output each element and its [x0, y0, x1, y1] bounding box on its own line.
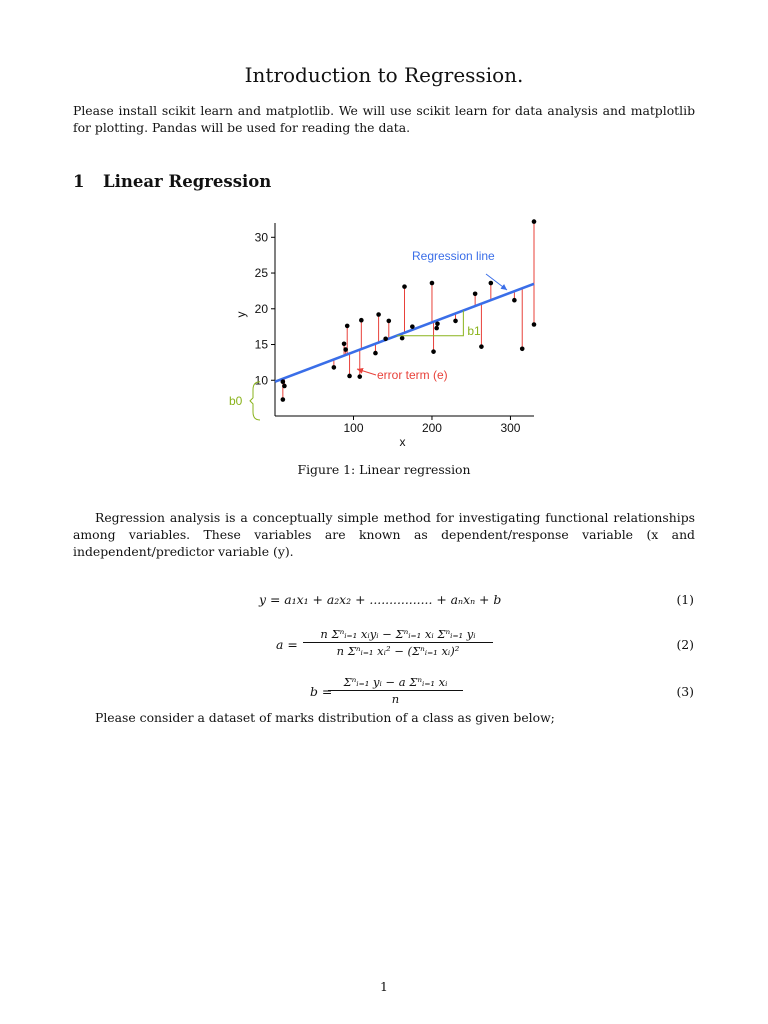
data-point: [431, 349, 436, 354]
x-axis-label: x: [399, 435, 406, 449]
figure-caption: Figure 1: Linear regression: [297, 462, 471, 477]
y-axis-label: y: [234, 311, 248, 318]
intro-paragraph: Please install scikit learn and matplotlib. We will use scikit learn for data analysis and matplotlib for plotting. Pandas will be used for reading the data.: [73, 103, 695, 135]
data-point: [343, 347, 348, 352]
data-point: [453, 319, 458, 324]
y-tick-label: 20: [254, 301, 268, 316]
equation-2-lhs: a =: [276, 637, 298, 652]
data-point: [347, 374, 352, 379]
equation-3-denominator: n: [391, 692, 400, 706]
y-tick-label: 10: [254, 373, 268, 388]
regression-paragraph: Regression analysis is a conceptually simple method for investigating functional relationships among variables. These variables are known as dependent/response variable (x and independent/predictor variable (y).: [73, 510, 695, 559]
intercept-label: b0: [229, 393, 243, 408]
regression-figure: [220, 218, 550, 458]
data-point: [402, 284, 407, 289]
data-point: [410, 324, 415, 329]
slope-label: b1: [467, 324, 481, 338]
data-point: [281, 379, 286, 384]
data-point: [435, 321, 440, 326]
data-point: [520, 347, 525, 352]
data-point: [434, 326, 439, 331]
data-point: [473, 291, 478, 296]
x-tick-label: 200: [421, 421, 442, 435]
equation-2-fraction: [303, 627, 493, 658]
page-number: 1: [380, 979, 388, 994]
section-heading: [73, 172, 271, 191]
section-title: Linear Regression: [103, 172, 272, 191]
data-point: [345, 324, 350, 329]
y-tick-label: 30: [254, 230, 268, 245]
equation-3: [0, 675, 768, 709]
data-point: [532, 219, 537, 224]
x-tick-label: 300: [500, 421, 521, 435]
data-point: [376, 312, 381, 317]
data-point: [281, 397, 286, 402]
equation-2-number: (2): [676, 637, 694, 652]
data-point: [400, 336, 405, 341]
data-point: [383, 337, 388, 342]
intercept-brace: [250, 382, 260, 420]
equation-1-number: (1): [676, 592, 694, 607]
data-point: [430, 281, 435, 286]
equation-1-body: y = a₁x₁ + a₂x₂ + ................ + aₙxₙ + b: [259, 592, 502, 607]
data-point: [357, 374, 362, 379]
data-point: [342, 342, 347, 347]
error-term-label: error term (e): [377, 368, 448, 382]
y-tick-label: 15: [254, 337, 268, 352]
data-point: [373, 351, 378, 356]
equation-3-fraction: [328, 675, 463, 706]
equation-2: [0, 627, 768, 667]
data-point: [489, 281, 494, 286]
section-number: 1: [73, 172, 85, 191]
equation-2-numerator: n Σⁿᵢ₌₁ xᵢyᵢ − Σⁿᵢ₌₁ xᵢ Σⁿᵢ₌₁ yᵢ: [303, 627, 493, 643]
equation-3-numerator: Σⁿᵢ₌₁ yᵢ − a Σⁿᵢ₌₁ xᵢ: [328, 675, 463, 691]
equation-3-lhs: b =: [310, 684, 333, 699]
data-point: [332, 365, 337, 370]
data-point: [512, 298, 517, 303]
data-point: [282, 384, 287, 389]
data-point: [387, 319, 392, 324]
equation-2-denominator: n Σⁿᵢ₌₁ xᵢ² − (Σⁿᵢ₌₁ xᵢ)²: [336, 644, 460, 658]
data-point: [479, 344, 484, 349]
data-point: [359, 318, 364, 323]
regression-line-label: Regression line: [412, 249, 495, 263]
x-tick-label: 100: [343, 421, 364, 435]
document-title: Introduction to Regression.: [244, 63, 524, 87]
annotations: [229, 249, 507, 420]
data-point: [532, 322, 537, 327]
y-tick-label: 25: [254, 266, 268, 281]
equation-3-number: (3): [676, 684, 694, 699]
closing-paragraph: Please consider a dataset of marks distribution of a class as given below;: [95, 710, 555, 725]
